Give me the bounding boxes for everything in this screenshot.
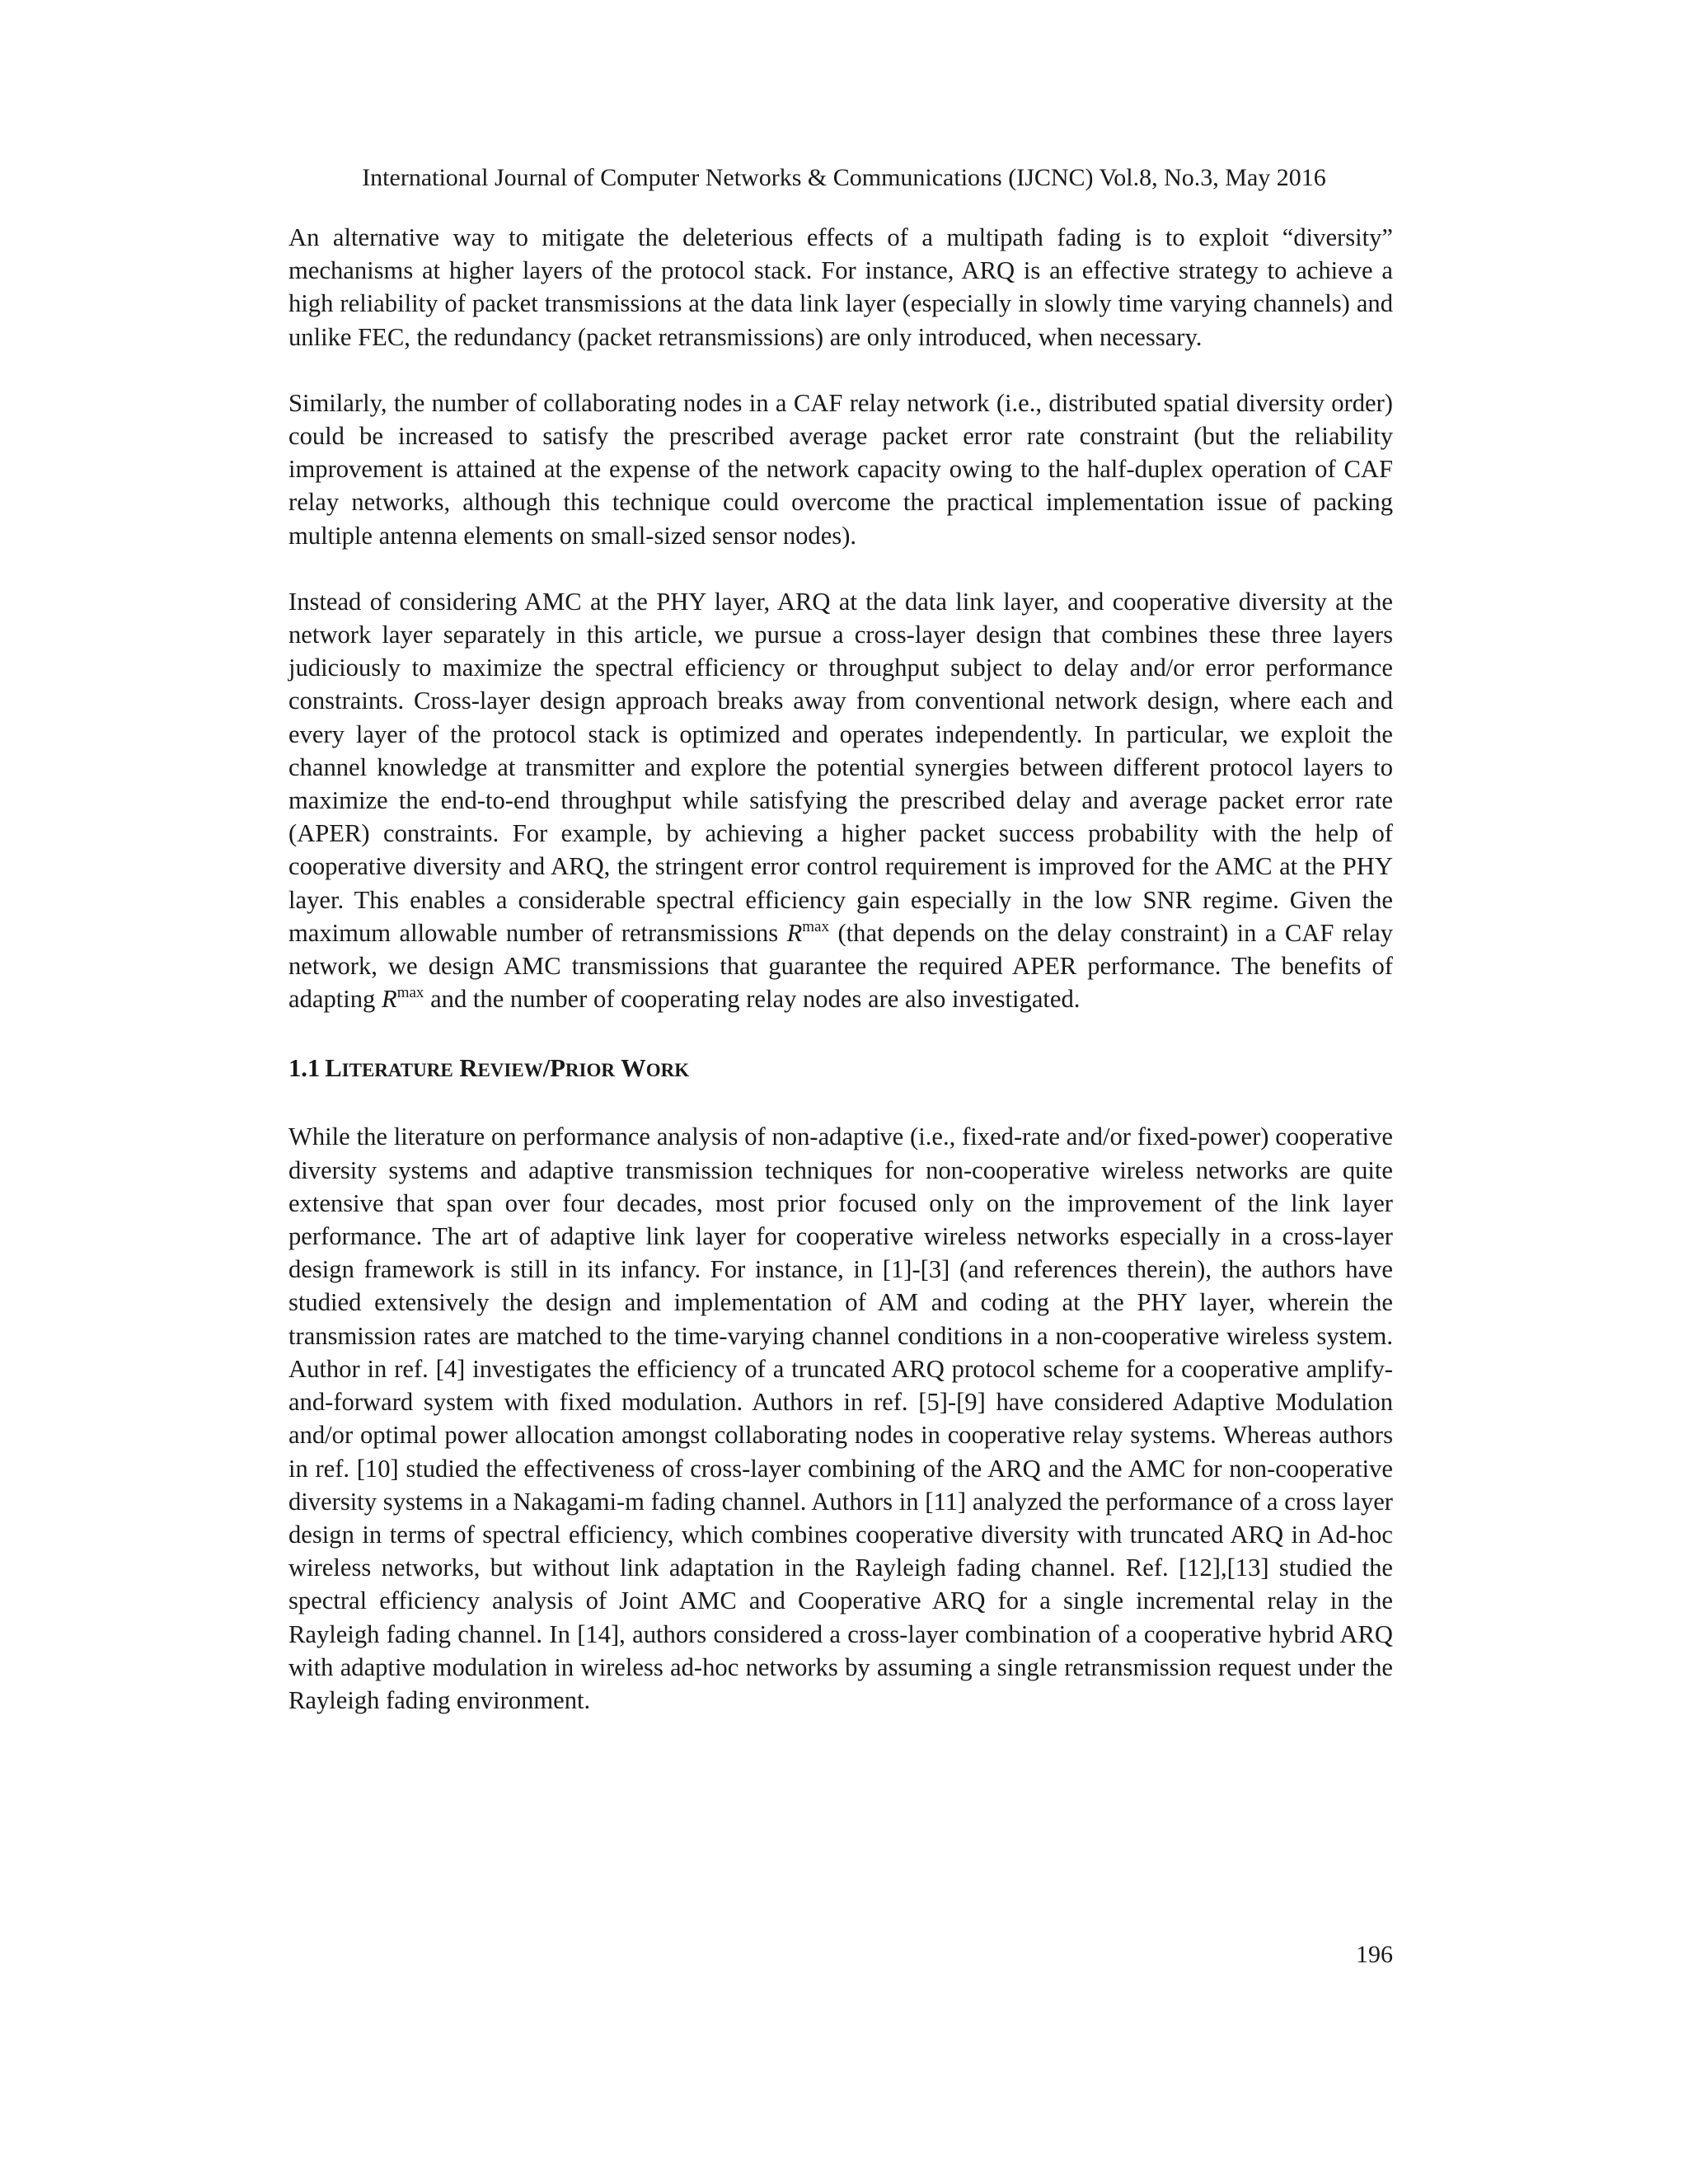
heading-smallcaps: RIOR (565, 1060, 615, 1081)
paragraph-text: and the number of cooperating relay nodes are also investigated. (424, 985, 1081, 1014)
heading-smallcaps: ITERATURE (341, 1060, 453, 1081)
paragraph-text: Instead of considering AMC at the PHY layer, ARQ at the data link layer, and cooperative diversity at the network layer separately in this article, we pursue a cross-layer design that combines these three layers judiciously to maximize the spectral efficiency or throughput subject to delay and/or error performance constraints. Cross-layer design approach breaks away from conventional network design, where each and every layer of the protocol stack is optimized and operates independently. In particular, we exploit the channel knowledge at transmitter and explore the potential synergies between different protocol layers to maximize the end-to-end throughput while satisfying the prescribed delay and average packet error rate (APER) constraints. For example, by achieving a higher packet success probability with the help of cooperative diversity and ARQ, the stringent error control requirement is improved for the AMC at the PHY layer. This enables a considerable spectral efficiency gain especially in the low SNR regime. Given the maximum allowable number of retransmissions (288, 587, 1393, 947)
math-variable-r: R (382, 985, 397, 1014)
paragraph-cross-layer-design (288, 585, 1393, 1016)
section-number: 1.1 (288, 1054, 321, 1083)
heading-smallcaps: EVIEW (477, 1060, 543, 1081)
math-variable-r: R (786, 918, 803, 947)
page-number: 196 (1356, 1941, 1393, 1968)
heading-letter: W (621, 1054, 646, 1083)
heading-smallcaps: ORK (645, 1060, 690, 1081)
paragraph-text: (that depends on the delay constraint) in a CAF relay network, we design AMC transmissions that guarantee the required APER performance. The benefits of adapting (288, 918, 1393, 1014)
math-superscript-max: max (802, 917, 829, 935)
paragraph-diversity-mechanisms: An alternative way to mitigate the deleterious effects of a multipath fading is to exploit “diversity” mechanisms at higher layers of the protocol stack. For instance, ARQ is an effective strategy to achieve a high reliability of packet transmissions at the data link layer (especially in slowly time varying channels) and unlike FEC, the redundancy (packet retransmissions) are only introduced, when necessary. (288, 223, 1393, 351)
heading-slash: / (542, 1054, 551, 1083)
body-text (288, 221, 1393, 1717)
running-header: International Journal of Computer Networks & Communications (IJCNC) Vol.8, No.3, May 2016 (362, 164, 1326, 191)
heading-letter: P (550, 1054, 565, 1083)
section-heading-literature-review (288, 1052, 1393, 1087)
paragraph-caf-relay-nodes: Similarly, the number of collaborating nodes in a CAF relay network (i.e., distributed spatial diversity order) could be increased to satisfy the prescribed average packet error rate constraint (but the reliability improvement is attained at the expense of the network capacity owing to the half-duplex operation of CAF relay networks, although this technique could overcome the practical implementation issue of packing multiple antenna elements on small-sized sensor nodes). (288, 388, 1393, 550)
math-superscript-max: max (396, 984, 424, 1002)
paragraph-literature-review: While the literature on performance analysis of non-adaptive (i.e., fixed-rate and/or fixed-power) cooperative diversity systems and adaptive transmission techniques for non-cooperative wireless networks are quite extensive that span over four decades, most prior focused only on the improvement of the link layer performance. The art of adaptive link layer for cooperative wireless networks especially in a cross-layer design framework is still in its infancy. For instance, in [1]-[3] (and references therein), the authors have studied extensively the design and implementation of AM and coding at the PHY layer, wherein the transmission rates are matched to the time-varying channel conditions in a non-cooperative wireless system. Author in ref. [4] investigates the efficiency of a truncated ARQ protocol scheme for a cooperative amplify-and-forward system with fixed modulation. Authors in ref. [5]-[9] have considered Adaptive Modulation and/or optimal power allocation amongst collaborating nodes in cooperative relay systems. Whereas authors in ref. [10] studied the effectiveness of cross-layer combining of the ARQ and the AMC for non-cooperative diversity systems in a Nakagami-m fading channel. Authors in [11] analyzed the performance of a cross layer design in terms of spectral efficiency, which combines cooperative diversity with truncated ARQ in Ad-hoc wireless networks, but without link adaptation in the Rayleigh fading channel. Ref. [12],[13] studied the spectral efficiency analysis of Joint AMC and Cooperative ARQ for a single incremental relay in the Rayleigh fading channel. In [14], authors considered a cross-layer combination of a cooperative hybrid ARQ with adaptive modulation in wireless ad-hoc networks by assuming a single retransmission request under the Rayleigh fading environment. (288, 1122, 1393, 1714)
heading-letter: L (325, 1054, 342, 1083)
heading-letter: R (459, 1054, 478, 1083)
